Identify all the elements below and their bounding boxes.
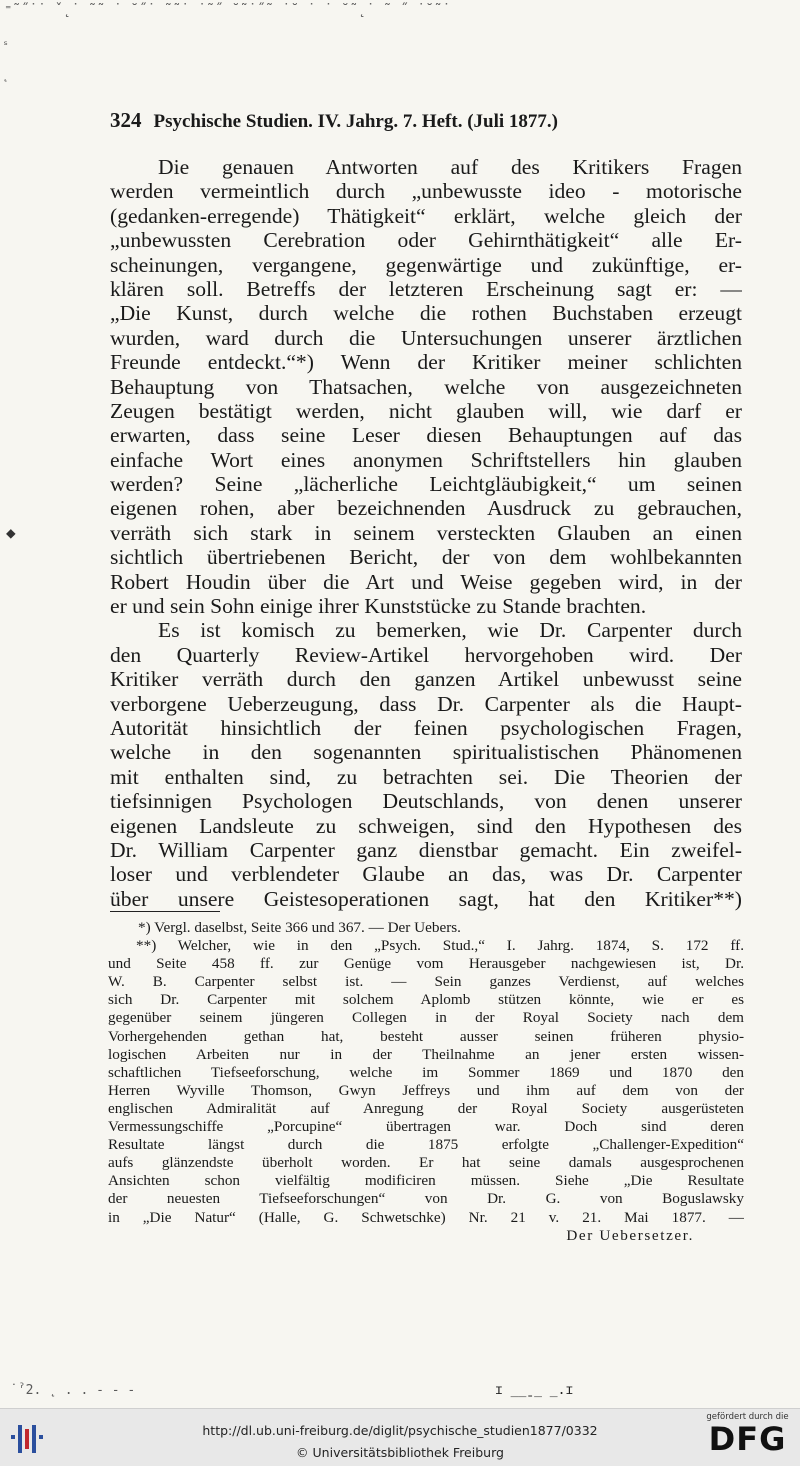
body-line: „Die Kunst, durch welche die rothen Buchstaben erzeugt [110,301,742,326]
body-line: er und sein Sohn einige ihrer Kunststücke zu Stande brachten. [110,594,647,619]
scan-artifact-top: ⁼˜˝˙˙ ˇ˛˙ ˜˜ ˙ ˘˝˙ ˜˜˙ ˙˜˝ ˘˜˙˝˜ ˙˘ ˙ ˙ ˘˜˛˙ ˜ ˝ ˙˘˜˙ [4,2,451,18]
body-line: Autorität hinsichtlich der feinen psychologischen Fragen, [110,715,742,740]
scan-artifact-bottom-right: ɪ ̲̲ˍ̲ ̲.ɪ [495,1383,574,1398]
running-title: Psychische Studien. IV. Jahrg. 7. Heft. (Juli 1877.) [153,111,558,132]
body-line: wurden, ward durch die Untersuchungen unserer ärztlichen [110,325,742,350]
body-line: über unsere Geistesoperationen sagt, hat den Kritiker**) [110,886,742,911]
scan-artifact-left: ˢ [2,38,10,52]
page-number: 324 [110,108,142,132]
translator-signature: Der Uebersetzer. [566,1226,694,1244]
body-line: mit enthalten sind, zu betrachten sei. Die Theorien der [110,764,742,789]
sponsor-caption: gefördert durch die [706,1412,789,1422]
sponsor-block [700,1412,795,1464]
scan-artifact-bottom-left: ˙ˀ2. ˛ . . - - - [10,1383,136,1398]
body-line: einfache Wort eines anonymen Schriftstellers hin glauben [110,447,742,472]
body-line: Behauptung von Thatsachen, welche von ausgezeichneten [110,374,742,399]
footnote-line: *) Vergl. daselbst, Seite 366 und 367. — Der Uebers. [138,919,461,936]
body-line: werden vermeintlich durch „unbewusste ideo - motorische [110,179,742,204]
body-line: Dr. William Carpenter ganz dienstbar gemacht. Ein zweifel- [110,837,742,862]
footnote-line: aufs glänzendste überholt worden. Er hat seine damals ausgesprochenen [108,1154,744,1172]
body-line: (gedanken-erregende) Thätigkeit“ erklärt, welche gleich der [110,203,742,228]
body-line: sichtlich übertriebenen Bericht, der von dem wohlbekannten [110,545,742,570]
body-text [110,155,742,911]
body-line: verräth sich stark in seinem versteckten Glauben an einen [110,520,742,545]
body-line: verborgene Ueberzeugung, dass Dr. Carpenter als die Haupt- [110,691,742,716]
viewer-footer [0,1408,800,1466]
body-line: scheinungen, vergangene, gegenwärtige und zukünftige, er- [110,252,742,277]
scan-artifact-left-2: ˛ [2,68,10,82]
body-line: Die genauen Antworten auf des Kritikers Fragen [158,155,742,179]
footnote-line: sich Dr. Carpenter mit solchem Aplomb stützen könnte, wie er es [108,991,744,1009]
dfg-logo: DFG [708,1420,787,1458]
footnote-line: **) Welcher, wie in den „Psych. Stud.,“ I. Jahrg. 1874, S. 172 ff. [136,937,744,955]
footnote-line: Herren Wyville Thomson, Gwyn Jeffreys und ihm auf dem von der [108,1081,744,1099]
body-line: tiefsinnigen Psychologen Deutschlands, von denen unserer [110,789,742,814]
body-line: Es ist komisch zu bemerken, wie Dr. Carpenter durch [158,618,742,643]
footnote-line: W. B. Carpenter selbst ist. — Sein ganzes Verdienst, auf welches [108,973,744,991]
copyright-notice: © Universitätsbibliothek Freiburg [296,1445,504,1460]
footnote-line: gegenüber seinem jüngeren Collegen in der Royal Society nach dem [108,1009,744,1027]
footnotes [108,919,744,1245]
body-line: Zeugen bestätigt werden, nicht glauben will, wie darf er [110,398,742,423]
body-line: „unbewussten Cerebration oder Gehirnthätigkeit“ alle Er- [110,228,742,253]
body-line: Freunde entdeckt.“*) Wenn der Kritiker meiner schlichten [110,350,742,375]
body-line: erwarten, dass seine Leser diesen Behauptungen auf das [110,423,742,448]
footnote-line: in „Die Natur“ (Halle, G. Schwetschke) Nr. 21 v. 21. Mai 1877. — [108,1208,744,1226]
body-line: Kritiker verräth durch den ganzen Artikel unbewusst seine [110,667,742,692]
body-line: eigenen rohen, aber bezeichnenden Ausdruck zu gebrauchen, [110,496,742,521]
footnote-line: Ansichten schon vielfältig modificiren müssen. Siehe „Die Resultate [108,1172,744,1190]
footnote-rule [110,911,220,912]
footnote-line: logischen Arbeiten nur in der Theilnahme an jener ersten wissen- [108,1045,744,1063]
permalink[interactable]: http://dl.ub.uni-freiburg.de/diglit/psychische_studien1877/0332 [202,1423,598,1438]
body-line: loser und verblendeter Glaube an das, was Dr. Carpenter [110,862,742,887]
footnote-line: englischen Admiralität auf Anregung der Royal Society ausgerüsteten [108,1099,744,1117]
scan-artifact-bullet: ◆ [6,523,16,542]
running-header [110,108,690,136]
body-line: welche in den sogenannten spiritualistischen Phänomenen [110,740,742,765]
body-line: eigenen Landsleute zu schweigen, sind den Hypothesen des [110,813,742,838]
footnote-line: Vorhergehenden gethan hat, besteht ausser seinen früheren physio- [108,1027,744,1045]
footnote-line: schaftlichen Tiefseeforschung, welche im Sommer 1869 und 1870 den [108,1063,744,1081]
footnote-line: und Seite 458 ff. zur Genüge vom Herausgeber nachgewiesen ist, Dr. [108,955,744,973]
body-line: den Quarterly Review-Artikel hervorgehoben wird. Der [110,642,742,667]
body-line: Robert Houdin über die Art und Weise gegeben wird, in der [110,569,742,594]
footnote-line: Vermessungschiffe „Porcupine“ übertragen war. Doch sind deren [108,1118,744,1136]
body-line: werden? Seine „lächerliche Leichtgläubigkeit,“ um seinen [110,472,742,497]
footnote-line: Resultate längst durch die 1875 erfolgte „Challenger-Expedition“ [108,1136,744,1154]
footnote-line: der neuesten Tiefseeforschungen“ von Dr. G. von Boguslawsky [108,1190,744,1208]
body-line: klären soll. Betreffs der letzteren Erscheinung sagt er: — [110,276,742,301]
